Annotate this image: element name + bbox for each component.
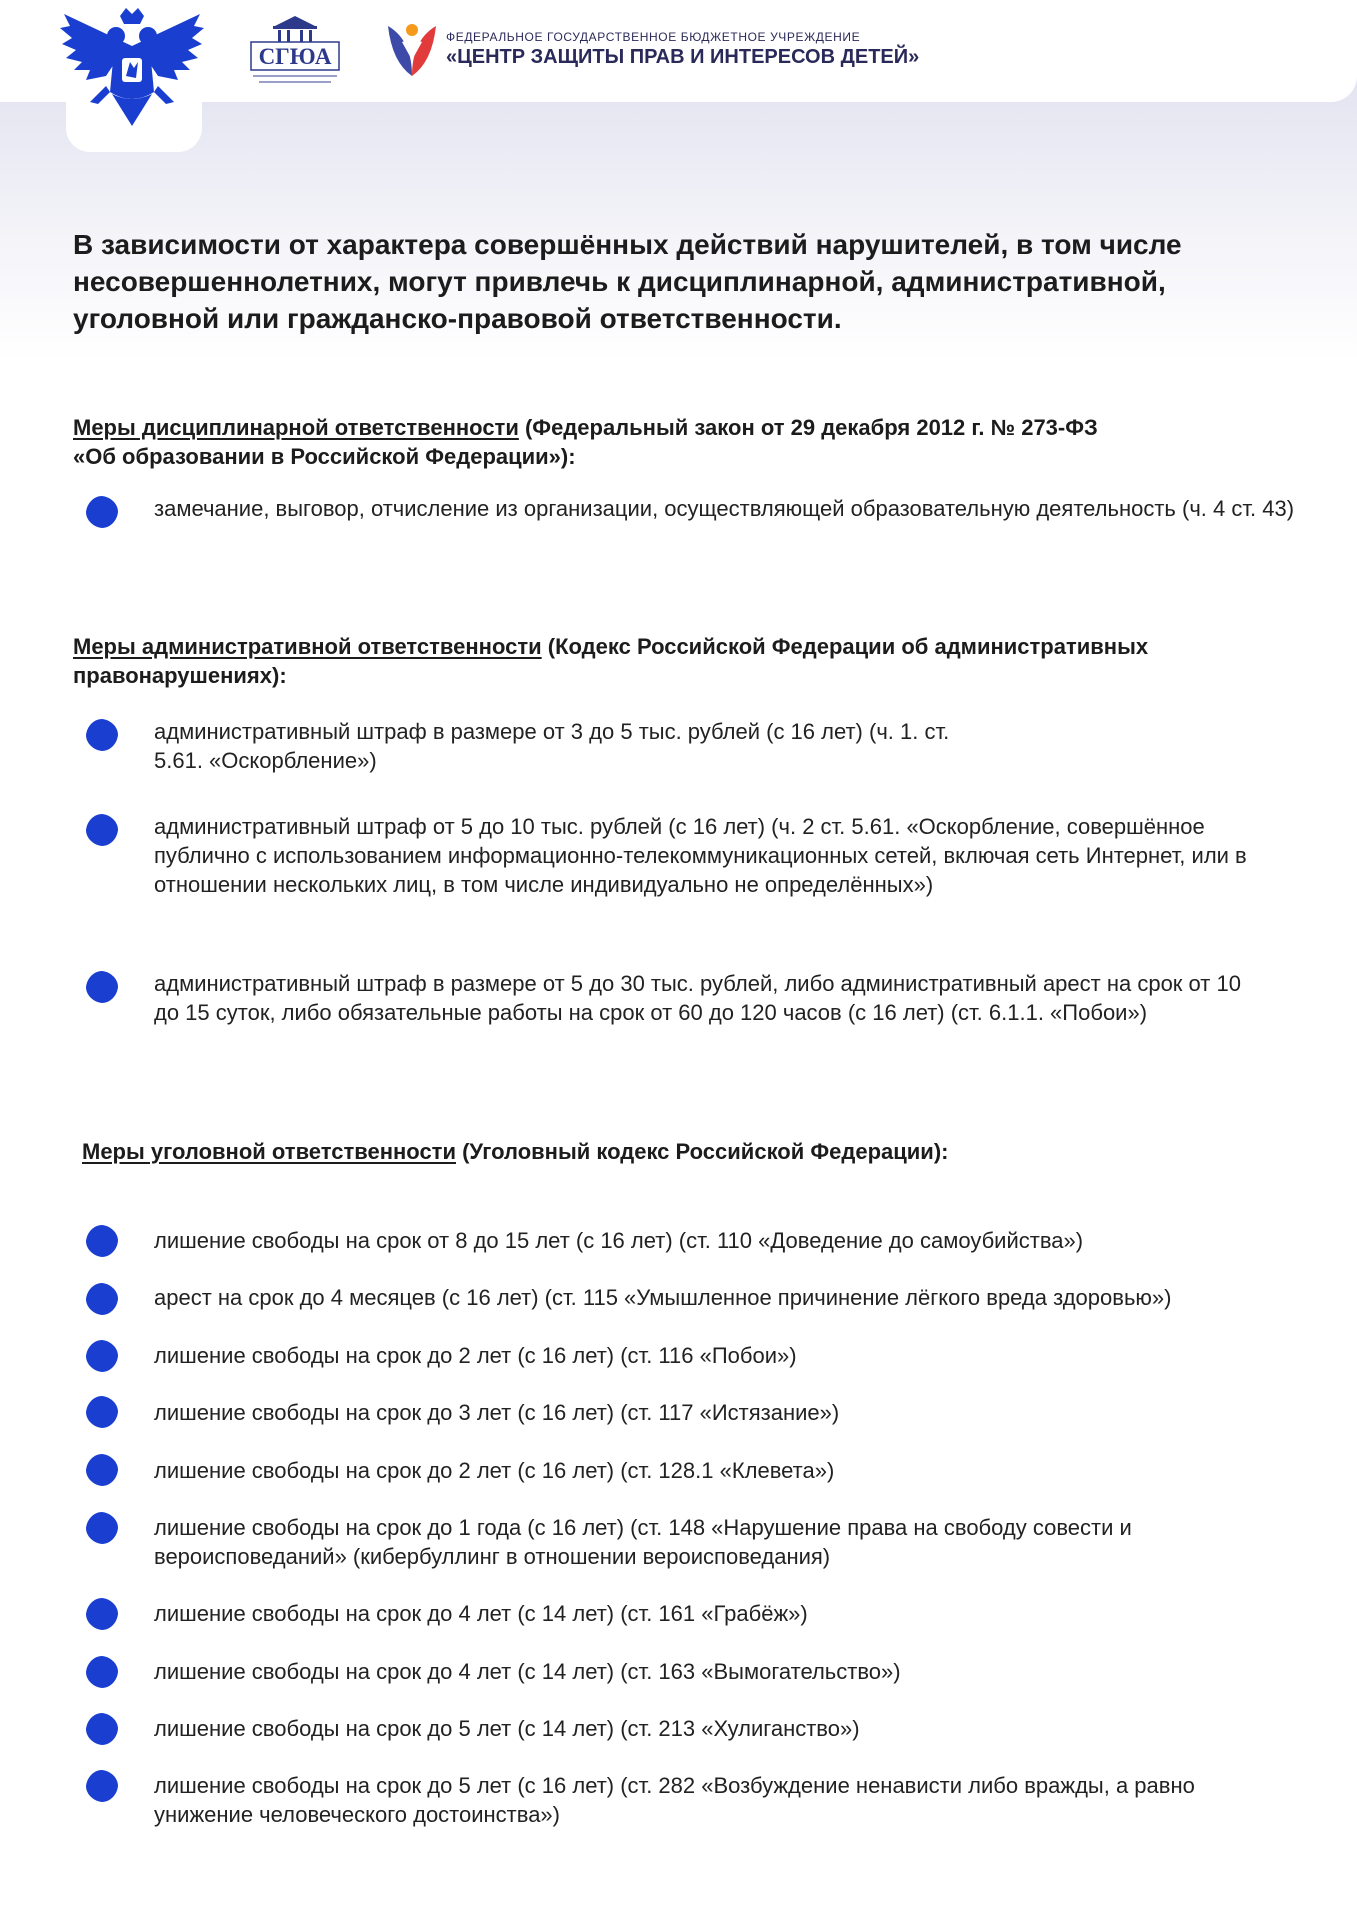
bullet-icon [84, 1711, 120, 1747]
bullet-icon [84, 1596, 120, 1632]
bullet-icon [84, 494, 120, 530]
criminal-item-10: лишение свободы на срок до 5 лет (с 16 лет) (ст. 282 «Возбуждение ненависти либо вражды, а равно унижение человеческого достоинства») [154, 1773, 1195, 1827]
criminal-item-4: лишение свободы на срок до 3 лет (с 16 лет) (ст. 117 «Истязание») [154, 1400, 840, 1425]
org-name-label: «ЦЕНТР ЗАЩИТЫ ПРАВ И ИНТЕРЕСОВ ДЕТЕЙ» [446, 46, 920, 68]
criminal-item-2: арест на срок до 4 месяцев (с 16 лет) (ст. 115 «Умышленное причинение лёгкого вреда здоровью») [154, 1285, 1172, 1310]
disciplinary-item-1: замечание, выговор, отчисление из организации, осуществляющей образовательную деятельность (ч. 4 ст. 43) [154, 496, 1295, 521]
bullet-icon [84, 1394, 120, 1430]
bullet-icon [84, 969, 120, 1005]
sgua-logo [245, 12, 345, 90]
criminal-heading [82, 1137, 1182, 1166]
criminal-item-3: лишение свободы на срок до 2 лет (с 16 лет) (ст. 116 «Побои») [154, 1343, 797, 1368]
criminal-item-8: лишение свободы на срок до 4 лет (с 14 лет) (ст. 163 «Вымогательство») [154, 1659, 901, 1684]
criminal-item-6: лишение свободы на срок до 1 года (с 16 лет) (ст. 148 «Нарушение права на свободу совести и вероисповеданий» (кибербуллинг в отношении вероисповедания) [154, 1515, 1132, 1569]
administrative-title: Меры административной ответственности [73, 634, 542, 659]
bullet-icon [84, 812, 120, 848]
criminal-item-1: лишение свободы на срок от 8 до 15 лет (с 16 лет) (ст. 110 «Доведение до самоубийства») [154, 1228, 1084, 1253]
criminal-source: (Уголовный кодекс Российской Федерации): [455, 1139, 949, 1164]
disciplinary-heading [73, 413, 1113, 471]
bullet-icon [84, 1768, 120, 1804]
administrative-item-3: административный штраф в размере от 5 до 30 тыс. рублей, либо административный арест на срок от 10 до 15 суток, либо обязательные работы на срок от 60 до 120 часов (с 16 лет) (ст. 6.1.1. «Побои») [154, 971, 1241, 1025]
center-heart-logo [384, 18, 440, 80]
administrative-item-1: административный штраф в размере от 3 до 5 тыс. рублей (с 16 лет) (ч. 1. ст. 5.61. «Оскорбление») [154, 719, 950, 773]
bullet-icon [84, 1223, 120, 1259]
criminal-item-9: лишение свободы на срок до 5 лет (с 14 лет) (ст. 213 «Хулиганство») [154, 1716, 860, 1741]
org-type-label: ФЕДЕРАЛЬНОЕ ГОСУДАРСТВЕННОЕ БЮДЖЕТНОЕ УЧРЕЖДЕНИЕ [446, 30, 861, 44]
sgua-logo-text: СГЮА [258, 44, 332, 69]
criminal-title: Меры уголовной ответственности [82, 1139, 456, 1164]
bullet-icon [84, 1452, 120, 1488]
disciplinary-title: Меры дисциплинарной ответственности [73, 415, 519, 440]
bullet-icon [84, 717, 120, 753]
bullet-icon [84, 1654, 120, 1690]
criminal-item-5: лишение свободы на срок до 2 лет (с 16 лет) (ст. 128.1 «Клевета») [154, 1458, 835, 1483]
disciplinary-source: (Федеральный закон от 29 декабря 2012 г. № 273-ФЗ «Об образовании в Российской Федерации»): [73, 415, 1098, 469]
coat-of-arms-emblem [54, 6, 210, 132]
administrative-heading [73, 632, 1273, 690]
criminal-item-7: лишение свободы на срок до 4 лет (с 14 лет) (ст. 161 «Грабёж») [154, 1601, 808, 1626]
bullet-icon [84, 1338, 120, 1374]
administrative-source: (Кодекс Российской Федерации об административных правонарушениях): [73, 634, 1149, 688]
administrative-item-2: административный штраф от 5 до 10 тыс. рублей (с 16 лет) (ч. 2 ст. 5.61. «Оскорбление, совершённое публично с использованием информационно-телекоммуникационных сетей, включая сеть Интернет, или в отношении нескольких лиц, в том числе индивидуально не определённых») [154, 814, 1247, 897]
bullet-icon [84, 1281, 120, 1317]
intro-paragraph: В зависимости от характера совершённых действий нарушителей, в том числе несовершеннолетних, могут привлечь к дисциплинарной, административной, уголовной или гражданско-правовой ответственности. [73, 229, 1182, 334]
bullet-icon [84, 1510, 120, 1546]
